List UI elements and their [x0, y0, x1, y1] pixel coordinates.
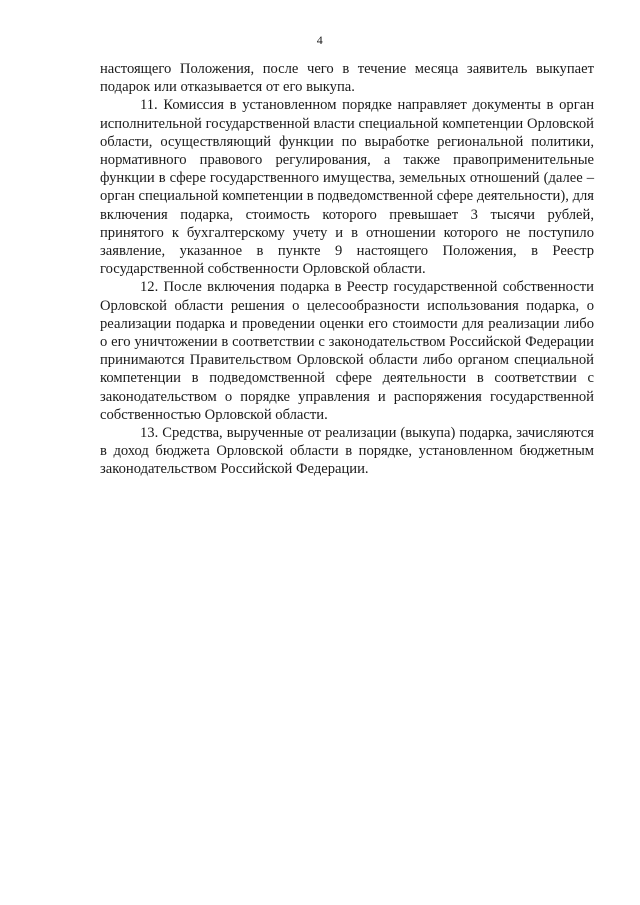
paragraph-13: 13. Средства, вырученные от реализации (выкупа) подарка, зачисляются в доход бюджета Орловской области в порядке, установленном бюджетным законодательством Российской Федерации.: [100, 425, 594, 478]
document-body: [100, 60, 594, 479]
paragraph-12: 12. После включения подарка в Реестр государственной собственности Орловской области решения о целесообразности использования подарка, о реализации подарка и проведении оценки его стоимости для реализации либо о его уничтожении в соответствии с законодательством Российской Федерации принимаются Правительством Орловской области либо органом специальной компетенции в подведомственной сфере деятельности в соответствии с законодательством о порядке управления и распоряжения государственной собственностью Орловской области.: [100, 279, 594, 423]
paragraph-11: 11. Комиссия в установленном порядке направляет документы в орган исполнительной государственной власти специальной компетенции Орловской области, осуществляющий функции по выработке региональной политики, нормативного правового регулирования, а также правоприменительные функции в сфере государственного имущества, земельных отношений (далее – орган специальной компетенции в подведомственной сфере деятельности), для включения подарка, стоимость которого превышает 3 тысячи рублей, принятого к бухгалтерскому учету и в отношении которого не поступило заявление, указанное в пункте 9 настоящего Положения, в Реестр государственной собственности Орловской области.: [100, 97, 594, 278]
page-number: 4: [316, 33, 324, 47]
paragraph-continuation: настоящего Положения, после чего в течение месяца заявитель выкупает подарок или отказывается от его выкупа.: [100, 61, 594, 96]
